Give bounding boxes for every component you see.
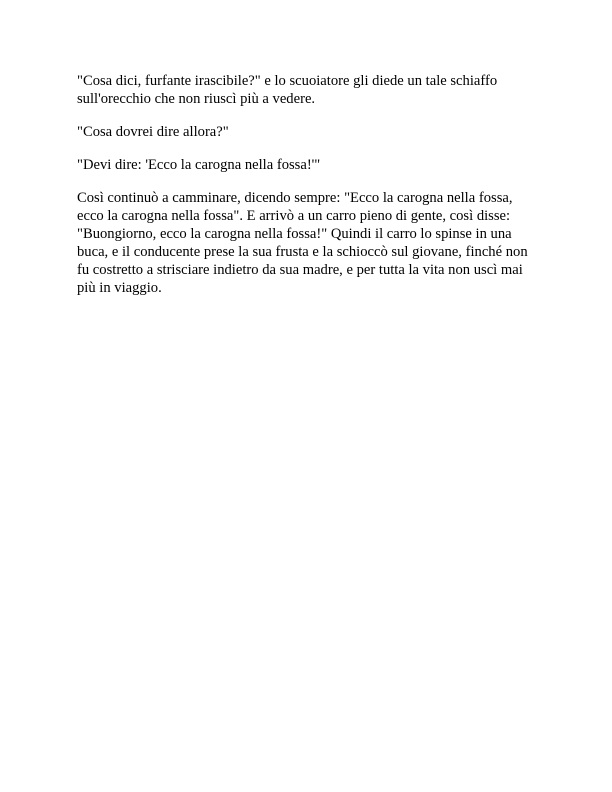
- paragraph-4: Così continuò a camminare, dicendo sempre: "Ecco la carogna nella fossa, ecco la carogna nella fossa". E arrivò a un carro pieno di gente, così disse: "Buongiorno, ecco la carogna nella fossa!" Quindi il carro lo spinse in una buca, e il conducente prese la sua frusta e la schioccò sul giovane, finché non fu costretto a strisciare indietro da sua madre, e per tutta la vita non uscì mai più in viaggio.: [77, 190, 528, 296]
- body-text: [77, 72, 537, 312]
- paragraph-2: "Cosa dovrei dire allora?": [77, 124, 229, 140]
- paragraph-1: "Cosa dici, furfante irascibile?" e lo scuoiatore gli diede un tale schiaffo sull'orecchio che non riuscì più a vedere.: [77, 73, 498, 107]
- paragraph-3: "Devi dire: 'Ecco la carogna nella fossa!'": [77, 157, 321, 173]
